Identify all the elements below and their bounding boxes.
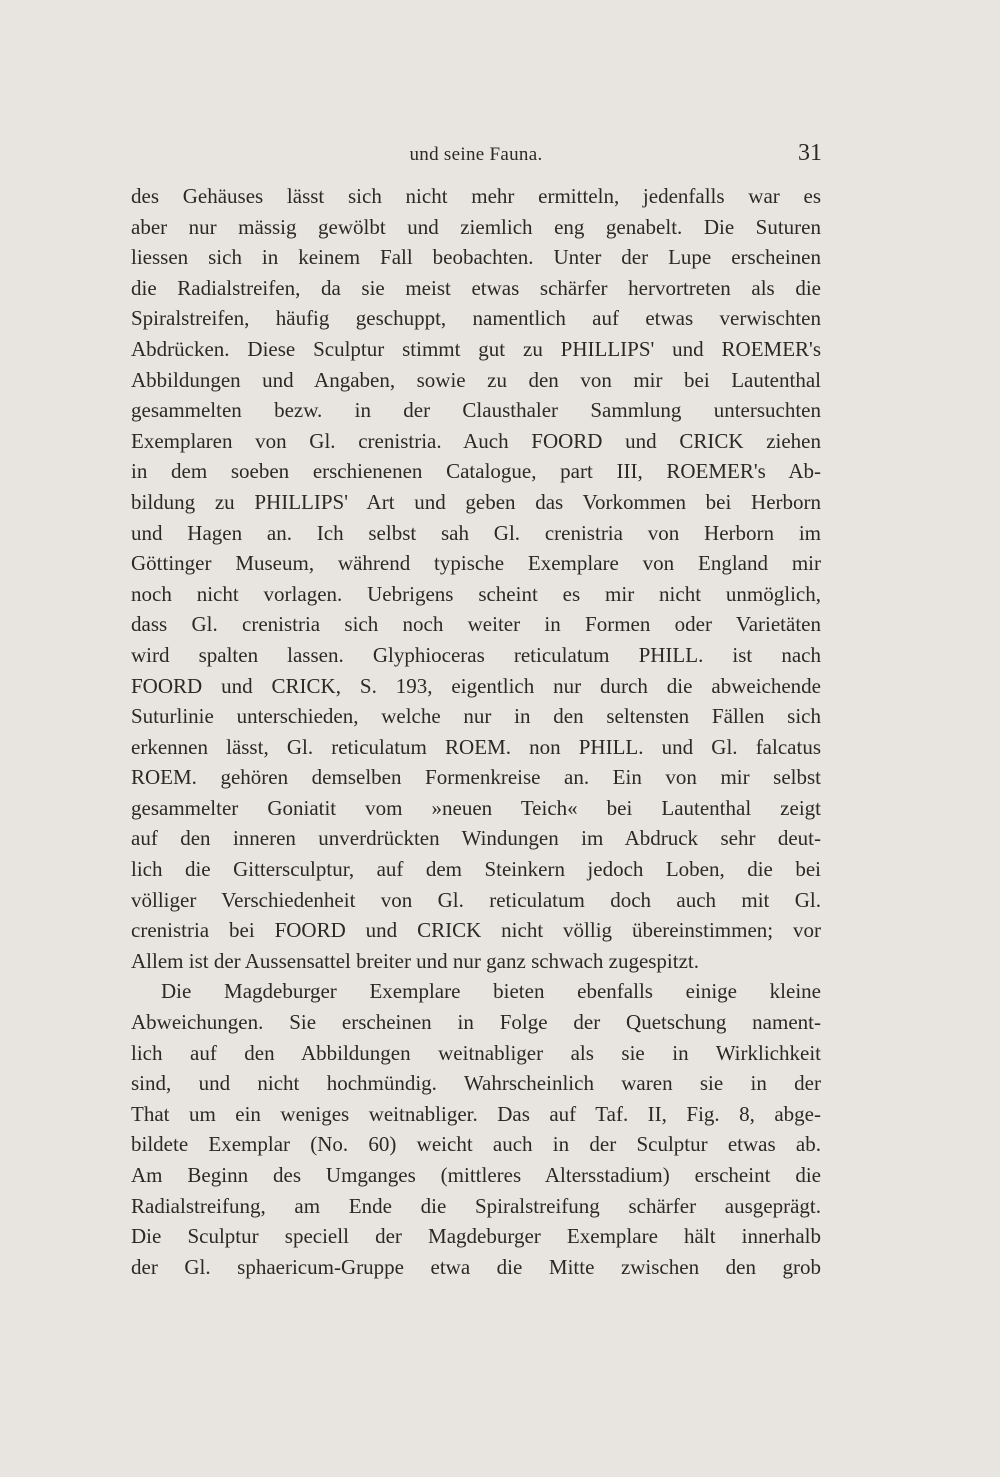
text-line: des Gehäuses lässt sich nicht mehr ermitteln, jedenfalls war es [131,184,821,208]
page-number: 31 [798,140,822,166]
text-line: in dem soeben erschienenen Catalogue, part III, ROEMER's Ab- [131,459,821,484]
text-line: lich die Gittersculptur, auf dem Steinkern jedoch Loben, die bei [131,857,821,882]
text-line: aber nur mässig gewölbt und ziemlich eng genabelt. Die Suturen [131,214,821,239]
text-line: erkennen lässt, Gl. reticulatum ROEM. non PHILL. und Gl. falcatus [131,734,821,759]
text-line: Abbildungen und Angaben, sowie zu den von mir bei Lautenthal [131,367,821,392]
text-line: Suturlinie unterschieden, welche nur in den seltensten Fällen sich [131,704,821,729]
running-title: und seine Fauna. [409,144,543,165]
text-line: crenistria bei FOORD und CRICK nicht völlig übereinstimmen; vor [131,918,821,943]
text-line: noch nicht vorlagen. Uebrigens scheint es mir nicht unmöglich, [131,581,821,606]
text-line: Die Magdeburger Exemplare bieten ebenfalls einige kleine [161,979,821,1004]
text-line: Göttinger Museum, während typische Exemplare von England mir [131,551,821,576]
text-line: wird spalten lassen. Glyphioceras reticulatum PHILL. ist nach [131,642,821,667]
text-line: Allem ist der Aussensattel breiter und nur ganz schwach zugespitzt. [131,948,700,973]
text-line: FOORD und CRICK, S. 193, eigentlich nur durch die abweichende [131,673,821,698]
text-line: ROEM. gehören demselben Formenkreise an. Ein von mir selbst [131,765,821,790]
text-line: bildung zu PHILLIPS' Art und geben das Vorkommen bei Herborn [131,489,821,514]
text-line: Spiralstreifen, häufig geschuppt, namentlich auf etwas verwischten [131,306,821,331]
text-line: und Hagen an. Ich selbst sah Gl. crenistria von Herborn im [131,520,821,545]
text-line: auf den inneren unverdrückten Windungen im Abdruck sehr deut- [131,826,821,851]
text-line: Am Beginn des Umganges (mittleres Altersstadium) erscheint die [131,1163,821,1187]
running-header [130,140,822,170]
text-line: Die Sculptur speciell der Magdeburger Exemplare hält innerhalb [131,1224,821,1249]
text-line: der Gl. sphaericum-Gruppe etwa die Mitte zwischen den grob [131,1254,821,1279]
text-line: Abdrücken. Diese Sculptur stimmt gut zu PHILLIPS' und ROEMER's [131,336,821,361]
text-line: sind, und nicht hochmündig. Wahrscheinlich waren sie in der [131,1071,821,1096]
text-line: bildete Exemplar (No. 60) weicht auch in der Sculptur etwas ab. [131,1132,821,1157]
text-line: gesammelter Goniatit vom »neuen Teich« bei Lautenthal zeigt [131,795,821,820]
text-line: Radialstreifung, am Ende die Spiralstreifung schärfer ausgeprägt. [131,1193,821,1218]
text-line: völliger Verschiedenheit von Gl. reticulatum doch auch mit Gl. [131,887,821,912]
text-line: That um ein weniges weitnabliger. Das auf Taf. II, Fig. 8, abge- [131,1101,821,1126]
text-line: liessen sich in keinem Fall beobachten. Unter der Lupe erscheinen [131,245,821,270]
body-text [131,181,821,1282]
text-line: gesammelten bezw. in der Clausthaler Sammlung untersuchten [131,398,821,423]
text-line: Exemplaren von Gl. crenistria. Auch FOORD und CRICK ziehen [131,428,821,453]
text-line: Abweichungen. Sie erscheinen in Folge der Quetschung nament- [131,1010,821,1035]
text-line: die Radialstreifen, da sie meist etwas schärfer hervortreten als die [131,275,821,300]
text-line: lich auf den Abbildungen weitnabliger als sie in Wirklichkeit [131,1040,821,1065]
text-line: dass Gl. crenistria sich noch weiter in Formen oder Varietäten [131,612,821,637]
